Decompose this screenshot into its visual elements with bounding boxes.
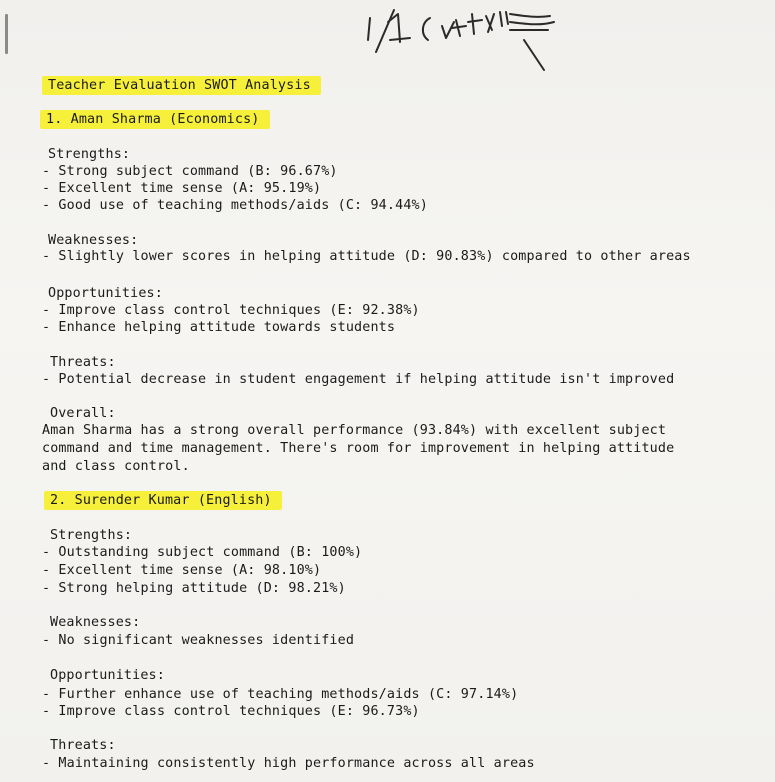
teacher-2-weakness-item: - No significant weaknesses identified [42,633,355,648]
teacher-1-opportunity-item: - Improve class control techniques (E: 92.38%) [42,303,420,318]
teacher-1-threats-label: Threats: [50,355,116,370]
teacher-1-weakness-item: - Slightly lower scores in helping attitude (D: 90.83%) compared to other areas [42,249,691,264]
teacher-2-opportunity-item: - Improve class control techniques (E: 96.73%) [42,704,420,719]
teacher-1-weaknesses-label: Weaknesses: [48,233,139,248]
teacher-1-overall-label: Overall: [50,406,116,421]
teacher-1-heading: 1. Aman Sharma (Economics) [40,111,270,128]
teacher-2-threats-label: Threats: [50,738,116,753]
teacher-2-strength-item: - Outstanding subject command (B: 100%) [42,545,363,560]
teacher-1-strengths-label: Strengths: [48,147,131,162]
teacher-1-overall-text: and class control. [42,459,190,474]
teacher-1-opportunities-label: Opportunities: [48,286,163,301]
document-title: Teacher Evaluation SWOT Analysis [42,77,321,94]
teacher-2-threat-item: - Maintaining consistently high performance across all areas [42,756,535,771]
teacher-2-strengths-label: Strengths: [50,528,133,543]
teacher-1-opportunity-item: - Enhance helping attitude towards students [42,320,396,335]
teacher-2-strength-item: - Excellent time sense (A: 98.10%) [42,563,322,578]
teacher-1-threat-item: - Potential decrease in student engagement if helping attitude isn't improved [42,372,675,387]
handwritten-note [360,0,580,72]
teacher-1-strength-item: - Excellent time sense (A: 95.19%) [42,181,322,196]
teacher-1-strength-item: - Good use of teaching methods/aids (C: 94.44%) [42,198,428,213]
teacher-2-weaknesses-label: Weaknesses: [50,615,141,630]
page-edge-mark [5,14,8,54]
teacher-2-opportunity-item: - Further enhance use of teaching methods/aids (C: 97.14%) [42,687,519,702]
teacher-1-strength-item: - Strong subject command (B: 96.67%) [42,164,338,179]
teacher-2-strength-item: - Strong helping attitude (D: 98.21%) [42,581,346,596]
teacher-1-overall-text: Aman Sharma has a strong overall performance (93.84%) with excellent subject [42,423,667,438]
teacher-1-overall-text: command and time management. There's room for improvement in helping attitude [42,441,675,456]
teacher-2-opportunities-label: Opportunities: [50,668,165,683]
teacher-2-heading: 2. Surender Kumar (English) [44,492,282,509]
